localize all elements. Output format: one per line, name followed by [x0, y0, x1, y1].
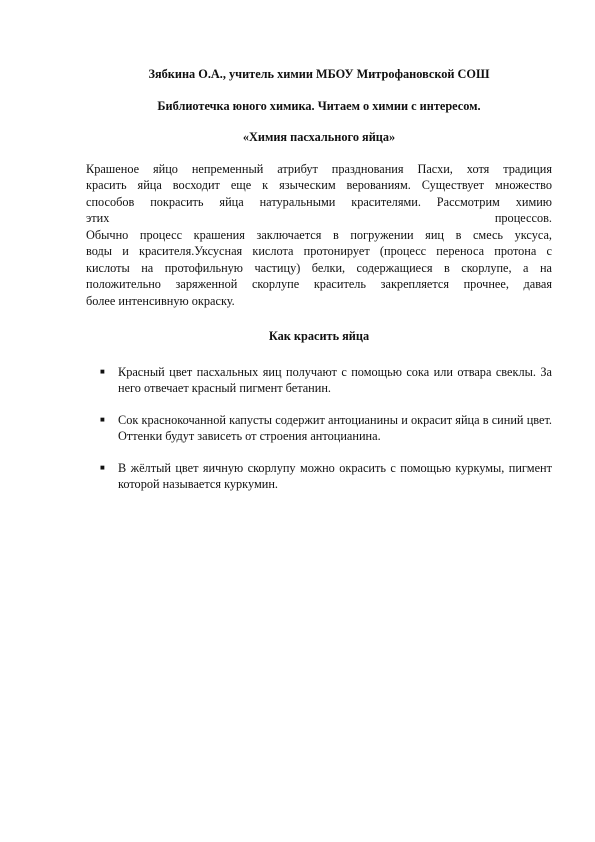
list-item: [86, 364, 552, 397]
list-item: [86, 412, 552, 445]
intro-line: воды и красителя.Уксусная кислота протонирует (процесс переноса протона с: [86, 244, 552, 258]
section-title: Как красить яйца: [268, 329, 370, 343]
list-item: [86, 460, 552, 493]
intro-line: положительно заряженной скорлупе краситель закрепляется прочнее, давая: [86, 277, 552, 291]
square-bullet-icon: ■: [100, 462, 105, 472]
series-line: Библиотечка юного химика. Читаем о химии с интересом.: [157, 98, 481, 113]
intro-line: красить яйца восходит еще к языческим верованиям. Существует множество: [86, 178, 552, 192]
intro-line: более интенсивную окраску.: [86, 293, 235, 308]
author-line: Зябкина О.А., учитель химии МБОУ Митрофановской СОШ: [148, 67, 490, 81]
intro-line: Обычно процесс крашения заключается в погружении яиц в смесь уксуса,: [86, 227, 552, 242]
intro-line: Крашеное яйцо непременный атрибут празднования Пасхи, хотя традиция: [86, 161, 552, 176]
list-item-text: Красный цвет пасхальных яиц получают с помощью сока или отвара свеклы. За него отвечает красный пигмент бетанин.: [118, 364, 552, 395]
intro-line: способов покрасить яйца натуральными красителями. Рассмотрим химию: [86, 194, 552, 209]
intro-line: кислоты на протофильную частицу) белки, содержащиеся в скорлупе, а на: [86, 260, 552, 275]
list-item-text: Сок краснокочанной капусты содержит антоцианины и окрасит яйца в синий цвет. Оттенки будут зависеть от строения антоцианина.: [118, 412, 552, 443]
square-bullet-icon: ■: [100, 414, 105, 424]
square-bullet-icon: ■: [100, 366, 105, 376]
document-page: [86, 66, 552, 508]
intro-paragraph: [86, 161, 552, 310]
list-item-text: В жёлтый цвет яичную скорлупу можно окрасить с помощью куркумы, пигмент которой называется куркумин.: [118, 460, 552, 491]
intro-line: этих процессов.: [86, 211, 552, 225]
document-title: «Химия пасхального яйца»: [242, 130, 396, 144]
bullet-list: [86, 364, 552, 493]
